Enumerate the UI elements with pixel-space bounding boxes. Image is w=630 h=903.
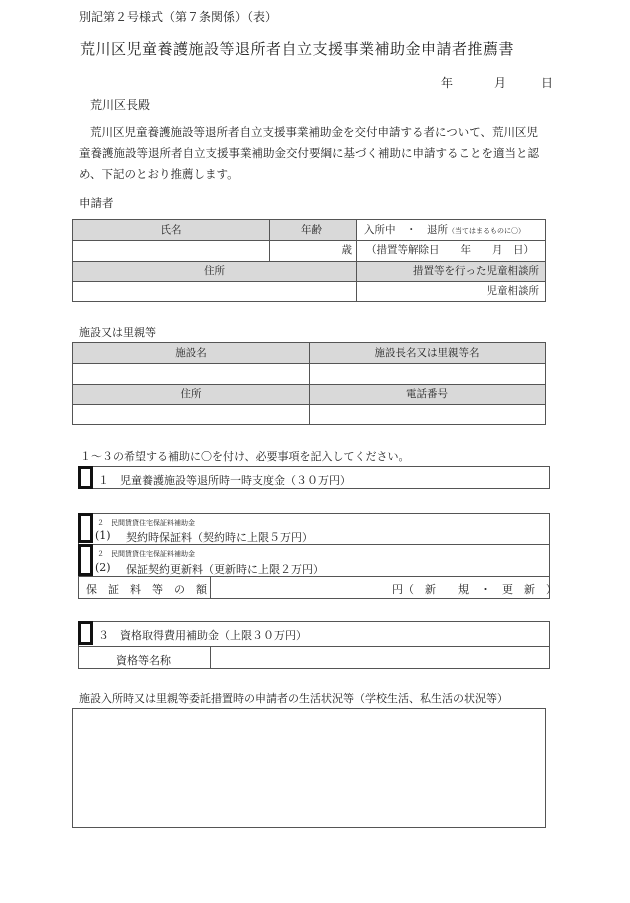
life-status-heading: 施設入所時又は里親等委託措置時の申請者の生活状況等（学校生活、私生活の状況等） bbox=[79, 692, 508, 705]
applicant-status-label: 入所中 ・ 退所 bbox=[364, 224, 448, 236]
applicant-address-field[interactable] bbox=[73, 286, 356, 298]
qualification-field[interactable] bbox=[212, 647, 547, 667]
applicant-table bbox=[72, 219, 546, 302]
facility-table bbox=[72, 342, 546, 425]
facility-head-field[interactable] bbox=[309, 368, 545, 380]
facility-address-field[interactable] bbox=[73, 409, 309, 421]
facility-phone-field[interactable] bbox=[309, 409, 545, 421]
option2a-checkbox[interactable] bbox=[78, 513, 93, 543]
option2a-number: (1) bbox=[95, 529, 111, 542]
applicant-release-date: （措置等解除日 年 月 日） bbox=[366, 244, 534, 256]
option2b-header: ２ 民間賃貸住宅保証料補助金 bbox=[97, 550, 195, 558]
date-month: 月 bbox=[494, 76, 507, 90]
option2b-number: (2) bbox=[95, 561, 111, 574]
option2a-label: 契約時保証料（契約時に上限５万円） bbox=[126, 531, 313, 544]
date-year: 年 bbox=[441, 76, 454, 90]
facility-name-label: 施設名 bbox=[175, 347, 207, 359]
fee-label: 保 証 料 等 の 額 bbox=[86, 583, 207, 596]
applicant-heading: 申請者 bbox=[79, 196, 114, 210]
facility-head-label: 施設長名又は里親等名 bbox=[374, 347, 480, 359]
body-line-2: 童養護施設等退所者自立支援事業補助金交付要綱に基づく補助に申請することを適当と認 bbox=[79, 146, 539, 160]
applicant-status bbox=[364, 225, 525, 236]
addressee: 荒川区長殿 bbox=[90, 98, 151, 112]
option1-label: １ 児童養護施設等退所時一時支度金（３０万円） bbox=[98, 474, 351, 487]
applicant-status-note: （当てはまるものに〇） bbox=[448, 227, 525, 235]
applicant-age-label: 年齢 bbox=[301, 224, 322, 236]
instructions: １～３の希望する補助に〇を付け、必要事項を記入してください。 bbox=[80, 450, 410, 463]
page-title: 荒川区児童養護施設等退所者自立支援事業補助金申請者推薦書 bbox=[80, 40, 515, 58]
option3-label: ３ 資格取得費用補助金（上限３０万円） bbox=[98, 629, 307, 642]
option2a-header: ２ 民間賃貸住宅保証料補助金 bbox=[97, 519, 195, 527]
life-status-field[interactable] bbox=[72, 708, 546, 828]
facility-address-label: 住所 bbox=[180, 388, 202, 400]
facility-name-field[interactable] bbox=[73, 368, 309, 380]
applicant-age-unit: 歳 bbox=[341, 244, 352, 256]
facility-heading: 施設又は里親等 bbox=[79, 326, 156, 339]
applicant-center-label: 措置等を行った児童相談所 bbox=[413, 265, 539, 277]
option2b-checkbox[interactable] bbox=[78, 544, 93, 576]
applicant-name-field[interactable] bbox=[73, 245, 269, 257]
applicant-name-label: 氏名 bbox=[160, 224, 182, 236]
option3-checkbox[interactable] bbox=[78, 621, 93, 645]
body-line-3: め、下記のとおり推薦します。 bbox=[79, 167, 239, 181]
facility-phone-label: 電話番号 bbox=[406, 388, 448, 400]
qualification-label: 資格等名称 bbox=[116, 654, 171, 667]
applicant-address-label: 住所 bbox=[204, 265, 225, 277]
option1-checkbox[interactable] bbox=[78, 466, 93, 489]
form-id: 別記第２号様式（第７条関係）（表） bbox=[79, 10, 278, 24]
applicant-center-suffix: 児童相談所 bbox=[486, 285, 539, 297]
option2b-label: 保証契約更新料（更新時に上限２万円） bbox=[126, 563, 324, 576]
fee-value: 円（ 新 規 ・ 更 新 ） bbox=[392, 583, 557, 596]
date-day: 日 bbox=[541, 76, 554, 90]
body-line-1: 荒川区児童養護施設等退所者自立支援事業補助金を交付申請する者について、荒川区児 bbox=[90, 125, 539, 139]
